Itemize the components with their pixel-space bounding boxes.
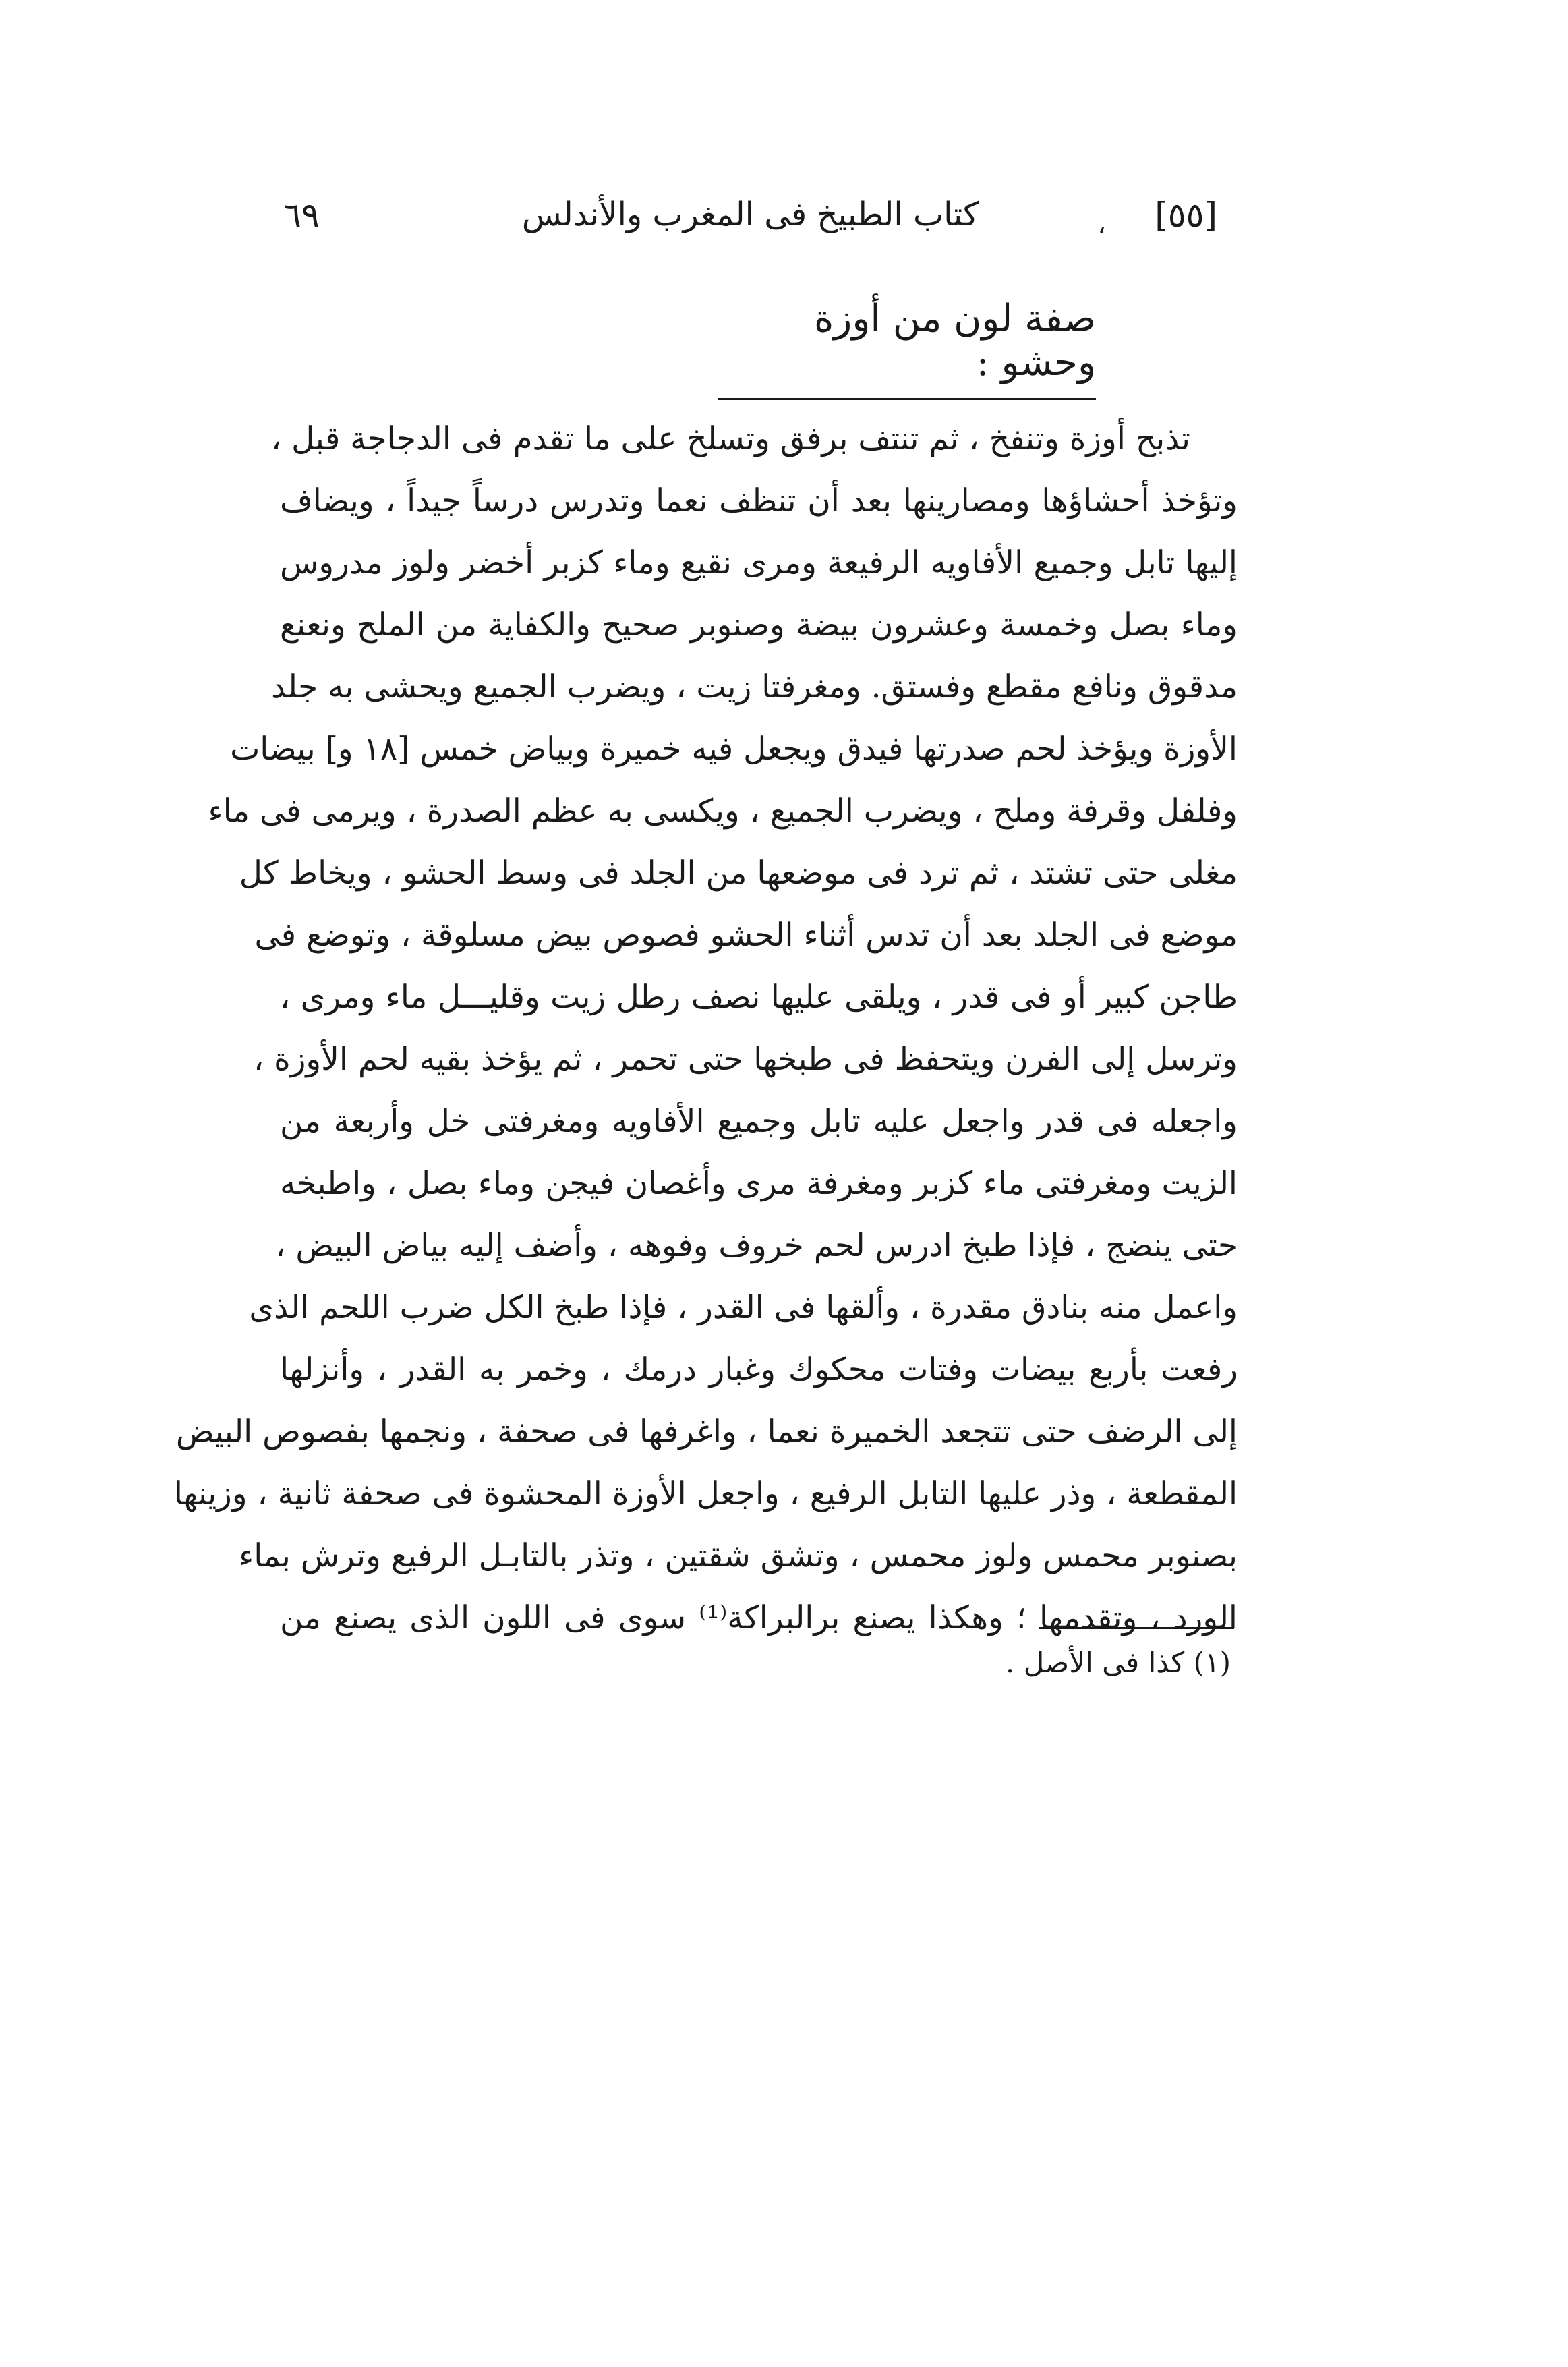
body-line: رفعت بأربع بيضات وفتات محكوك وغبار درمك ، وخمر به القدر ، وأنزلها — [280, 1351, 1238, 1388]
body-line: مغلى حتى تشتد ، ثم ترد فى موضعها من الجلد فى وسط الحشو ، ويخاط كل — [239, 855, 1238, 892]
body-line: الأوزة ويؤخذ لحم صدرتها فيدق ويجعل فيه خميرة وبياض خمس [١٨ و] بيضات — [230, 731, 1238, 768]
body-line: إلى الرضف حتى تتجعد الخميرة نعما ، واغرفها فى صحفة ، ونجمها بفصوص البيض — [175, 1413, 1238, 1450]
running-head-mark: ، — [1097, 209, 1106, 240]
body-line: وتؤخذ أحشاؤها ومصارينها بعد أن تنظف نعما وتدرس درساً جيداً ، ويضاف — [280, 482, 1238, 519]
body-line: الزيت ومغرفتى ماء كزبر ومغرفة مرى وأغصان فيجن وماء بصل ، واطبخه — [280, 1165, 1238, 1202]
body-line: تذبح أوزة وتنفخ ، ثم تنتف برفق وتسلخ على ما تقدم فى الدجاجة قبل ، — [270, 420, 1190, 457]
running-head-title: كتاب الطبيخ فى المغرب والأندلس — [521, 196, 979, 233]
body-line: الورد ، وتقدمها ؛ وهكذا يصنع برالبراكة⁽¹⁾ سوى فى اللون الذى يصنع من — [280, 1599, 1238, 1636]
recipe-heading: صفة لون من أوزة وحشو : — [718, 297, 1096, 400]
page-number: ٦٩ — [283, 196, 320, 235]
footnote: (١) كذا فى الأصل . — [1006, 1646, 1231, 1679]
body-line: واجعله فى قدر واجعل عليه تابل وجميع الأفاويه ومغرفتى خل وأربعة من — [280, 1103, 1238, 1140]
body-line: إليها تابل وجميع الأفاويه الرفيعة ومرى نقيع وماء كزبر أخضر ولوز مدروس — [280, 544, 1238, 581]
body-line: وترسل إلى الفرن ويتحفظ فى طبخها حتى تحمر ، ثم يؤخذ بقيه لحم الأوزة ، — [253, 1041, 1238, 1078]
footnote-divider — [1039, 1627, 1234, 1629]
section-number: [٥٥] — [1155, 196, 1217, 235]
body-line: بصنوبر محمس ولوز محمس ، وتشق شقتين ، وتذر بالتابـل الرفيع وترش بماء — [239, 1537, 1238, 1574]
body-line: وماء بصل وخمسة وعشرون بيضة وصنوبر صحيح والكفاية من الملح ونعنع — [280, 606, 1238, 644]
body-line: وفلفل وقرفة وملح ، ويضرب الجميع ، ويكسى به عظم الصدرة ، ويرمى فى ماء — [208, 793, 1238, 830]
body-line: حتى ينضج ، فإذا طبخ ادرس لحم خروف وفوهه ، وأضف إليه بياض البيض ، — [275, 1227, 1238, 1264]
body-line: واعمل منه بنادق مقدرة ، وألقها فى القدر ، فإذا طبخ الكل ضرب اللحم الذى — [249, 1289, 1238, 1326]
body-line: موضع فى الجلد بعد أن تدس أثناء الحشو فصوص بيض مسلوقة ، وتوضع فى — [254, 917, 1238, 954]
running-head — [283, 196, 1217, 256]
recipe-body — [173, 408, 1238, 1649]
body-line: طاجن كبير أو فى قدر ، ويلقى عليها نصف رطل زيت وقليـــل ماء ومرى ، — [280, 979, 1238, 1016]
body-line: المقطعة ، وذر عليها التابل الرفيع ، واجعل الأوزة المحشوة فى صحفة ثانية ، وزينها — [173, 1475, 1238, 1512]
body-line: مدقوق ونافع مقطع وفستق. ومغرفتا زيت ، ويضرب الجميع ويحشى به جلد — [270, 668, 1238, 706]
